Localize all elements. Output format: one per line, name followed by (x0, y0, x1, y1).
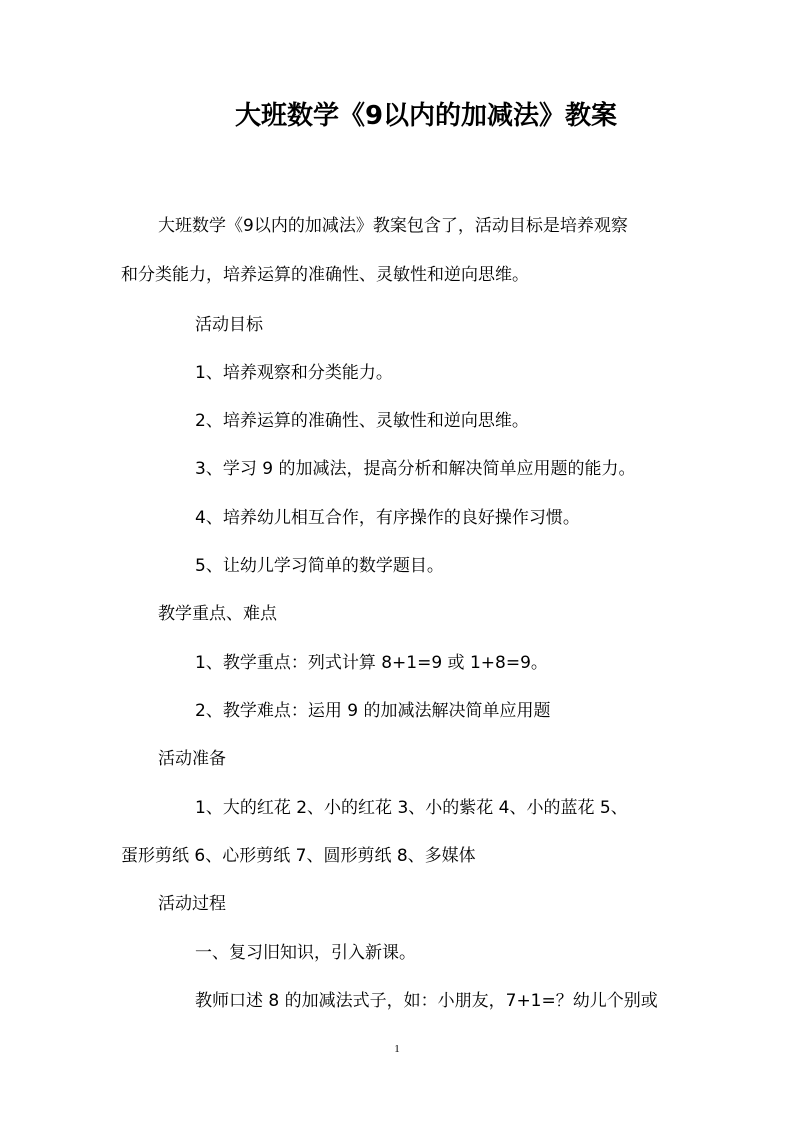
section-heading-keypoints: 教学重点、难点 (158, 604, 277, 624)
process-step-1-heading: 一、复习旧知识，引入新课。 (195, 943, 416, 963)
goal-item-3: 3、学习 9 的加减法，提高分析和解决简单应用题的能力。 (195, 459, 636, 479)
goal-item-4: 4、培养幼儿相互合作，有序操作的良好操作习惯。 (195, 508, 580, 528)
preparation-line-2: 蛋形剪纸 6、心形剪纸 7、圆形剪纸 8、多媒体 (121, 846, 476, 866)
goal-item-5: 5、让幼儿学习简单的数学题目。 (195, 556, 444, 576)
section-heading-process: 活动过程 (158, 894, 226, 914)
preparation-line-1: 1、大的红花 2、小的红花 3、小的紫花 4、小的蓝花 5、 (195, 798, 628, 818)
process-step-1-text: 教师口述 8 的加减法式子，如：小朋友，7+1=？幼儿个别或 (195, 991, 658, 1011)
keypoint-item-2: 2、教学难点：运用 9 的加减法解决简单应用题 (195, 701, 551, 721)
goal-item-1: 1、培养观察和分类能力。 (195, 363, 393, 383)
section-heading-preparation: 活动准备 (158, 749, 226, 769)
document-title: 大班数学《9以内的加减法》教案 (234, 101, 618, 131)
intro-line-1: 大班数学《9以内的加减法》教案包含了，活动目标是培养观察 (158, 216, 628, 236)
page-number: 1 (394, 1043, 400, 1055)
goal-item-2: 2、培养运算的准确性、灵敏性和逆向思维。 (195, 411, 529, 431)
section-heading-goals: 活动目标 (195, 315, 263, 335)
keypoint-item-1: 1、教学重点：列式计算 8+1=9 或 1+8=9。 (195, 653, 548, 673)
intro-line-2: 和分类能力，培养运算的准确性、灵敏性和逆向思维。 (121, 265, 529, 285)
